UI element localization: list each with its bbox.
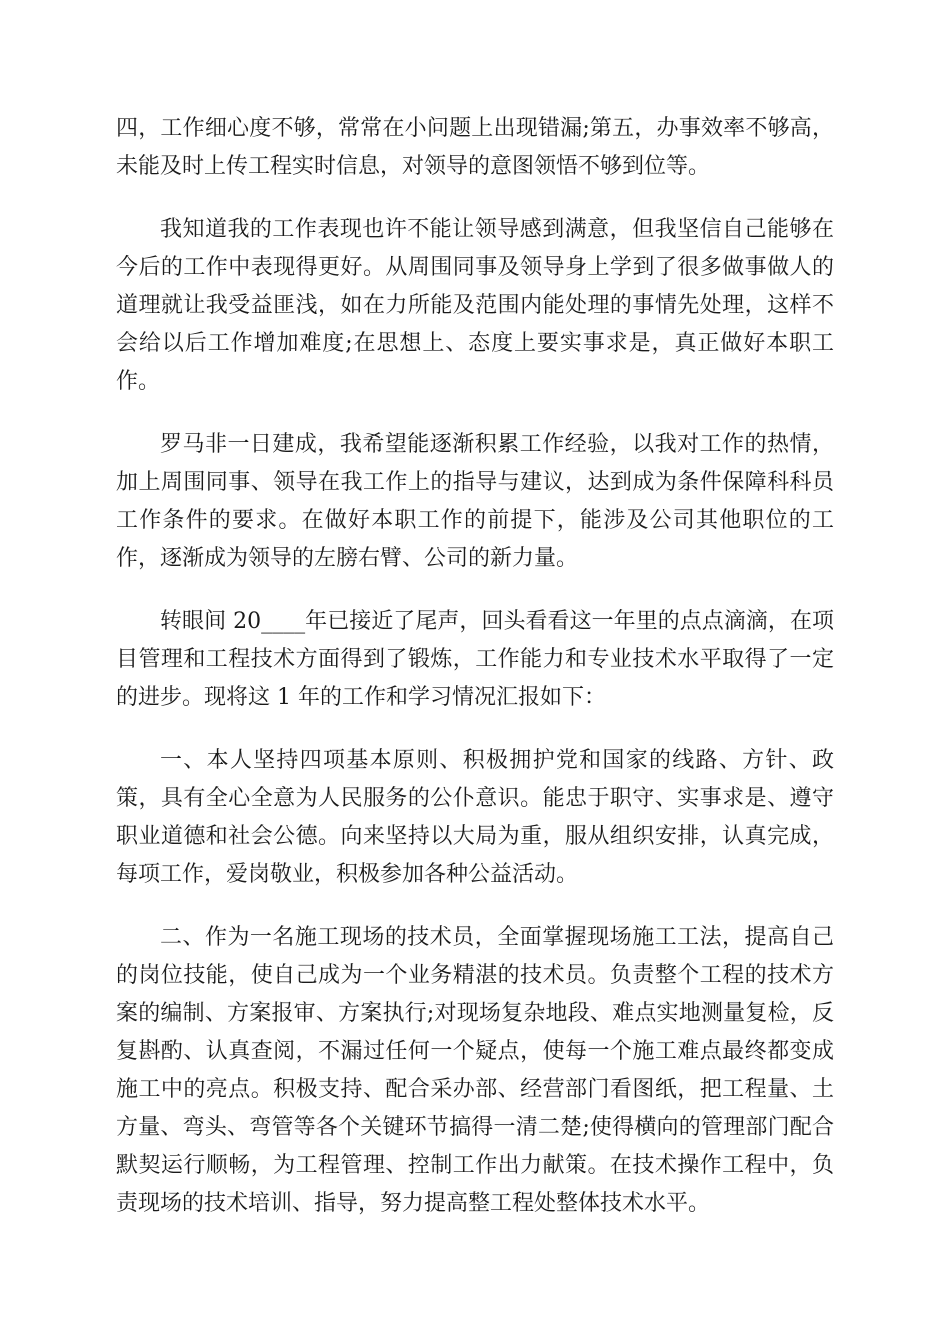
paragraph-4: 转眼间 20____年已接近了尾声，回头看看这一年里的点点滴滴，在项目管理和工程技术方面得到了锻炼，工作能力和专业技术水平取得了一定的进步。现将这 1 年的工作和学习情况汇报如下： (116, 609, 834, 710)
paragraph-1: 四，工作细心度不够，常常在小问题上出现错漏;第五，办事效率不够高，未能及时上传工程实时信息，对领导的意图领悟不够到位等。 (116, 116, 834, 179)
paragraph-5: 一、本人坚持四项基本原则、积极拥护党和国家的线路、方针、政策，具有全心全意为人民服务的公仆意识。能忠于职守、实事求是、遵守职业道德和社会公德。向来坚持以大局为重，服从组织安排，认真完成，每项工作，爱岗敬业，积极参加各种公益活动。 (116, 748, 834, 887)
document-body (116, 110, 834, 1248)
paragraph-6: 二、作为一名施工现场的技术员，全面掌握现场施工工法，提高自己的岗位技能，使自己成为一个业务精湛的技术员。负责整个工程的技术方案的编制、方案报审、方案执行;对现场复杂地段、难点实地测量复检，反复斟酌、认真查阅，不漏过任何一个疑点，使每一个施工难点最终都变成施工中的亮点。积极支持、配合采办部、经营部门看图纸，把工程量、土方量、弯头、弯管等各个关键环节搞得一清二楚;使得横向的管理部门配合默契运行顺畅，为工程管理、控制工作出力献策。在技术操作工程中，负责现场的技术培训、指导，努力提高整工程处整体技术水平。 (116, 925, 834, 1216)
paragraph-3: 罗马非一日建成，我希望能逐渐积累工作经验，以我对工作的热情，加上周围同事、领导在我工作上的指导与建议，达到成为条件保障科科员工作条件的要求。在做好本职工作的前提下，能涉及公司其他职位的工作，逐渐成为领导的左膀右臂、公司的新力量。 (116, 432, 834, 571)
paragraph-2: 我知道我的工作表现也许不能让领导感到满意，但我坚信自己能够在今后的工作中表现得更好。从周围同事及领导身上学到了很多做事做人的道理就让我受益匪浅，如在力所能及范围内能处理的事情先处理，这样不会给以后工作增加难度;在思想上、态度上要实事求是，真正做好本职工作。 (116, 217, 834, 394)
